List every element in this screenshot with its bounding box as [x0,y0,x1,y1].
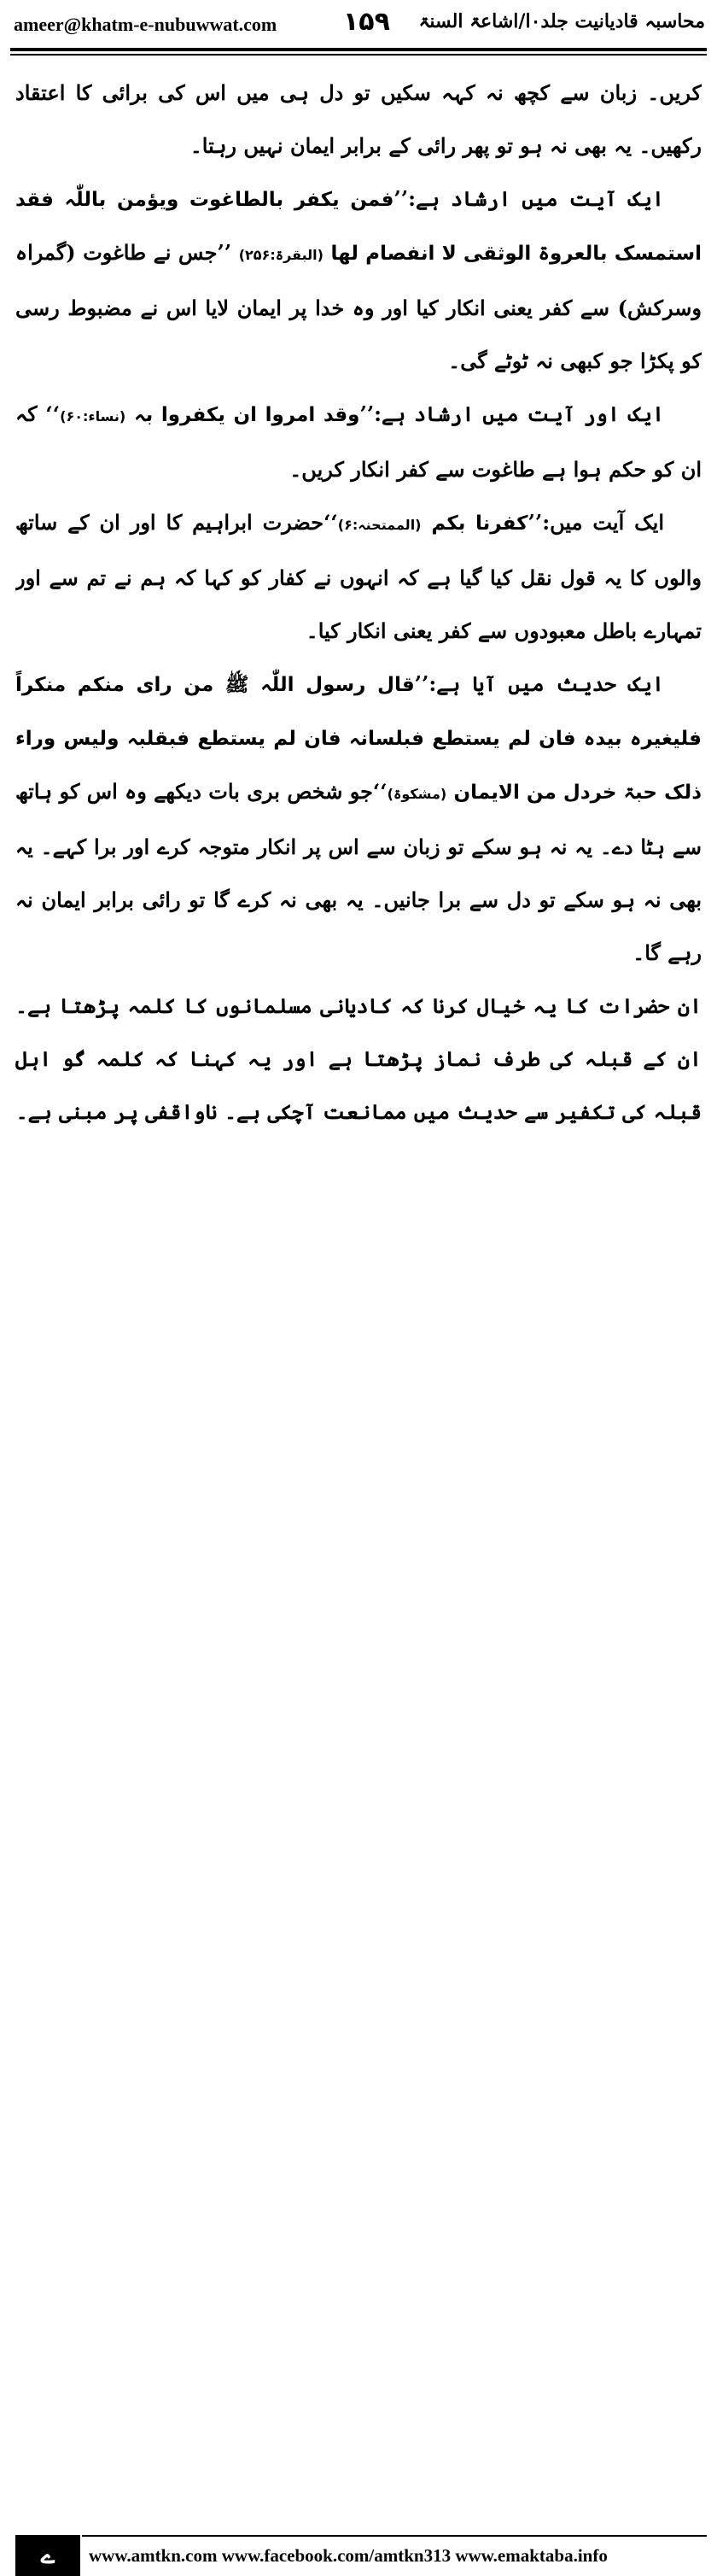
paragraph-2 [15,173,702,388]
p4-reference: (الممتحنہ:۶) [337,517,422,533]
book-title: محاسبہ قادیانیت جلد۰ا/اشاعۃ السنۃ [418,10,705,32]
header-email: ameer@khatm-e-nubuwwat.com [14,14,277,35]
page-number: ۱۵۹ [343,7,390,37]
footer-number-badge: ے [15,2535,80,2576]
p5-reference: (مشکوۃ) [387,786,447,802]
p4-quran-quote: کفرنا بکم [431,512,528,535]
footer-links: www.amtkn.com www.facebook.com/amtkn313 www.emaktaba.info [89,2545,608,2566]
page-body [15,67,702,1244]
p3-reference: (نساء:۶۰) [60,408,126,424]
p4-intro: ایک آیت میں:’’ [528,510,664,535]
p3-intro: ایک اور آیت میں ارشاد ہے:’’ [359,401,665,426]
p3-translation: ‘‘ کہ ان کو حکم ہوا ہے طاغوت سے کفر انکار کریں۔ [15,401,702,482]
paragraph-6: ان حضرات کا یہ خیال کرنا کہ کادیانی مسلمانوں کا کلمہ پڑھتا ہے۔ ان کے قبلہ کی طرف نماز پڑھتا ہے اور یہ کہنا کہ کلمہ گو اہل قبلہ کی تکفیر سے حدیث میں ممانعت آچکی ہے۔ ناواقفی پر مبنی ہے۔ [15,993,702,1124]
p2-intro: ایک آیت میں ارشاد ہے:’’ [393,186,664,211]
p2-reference: (البقرۃ:۲۵۶) [238,247,324,263]
header-rule-thin [10,54,707,56]
p3-quran-quote: وقد امروا ان یکفروا بہ [134,404,360,426]
p2-translation: ’’جس نے طاغوت (گمراہ وسرکش) سے کفر یعنی انکار کیا اور وہ خدا پر ایمان لایا اس نے مضبوط رسی کو پکڑا جو کبھی نہ ٹوٹے گی۔ [15,240,702,373]
paragraph-5 [15,658,702,980]
header-rule-thick [10,48,707,51]
paragraph-1: کریں۔ زبان سے کچھ نہ کہہ سکیں تو دل ہی میں اس کی برائی کا اعتقاد رکھیں۔ یہ بھی نہ ہو تو پھر رائی کے برابر ایمان نہیں رہتا۔ [15,80,702,158]
footer-rule [82,2535,707,2537]
p2-quran-quote: فمن یکفر بالطاغوت ویؤمن باللّٰہ فقد استمسک بالعروۃ الوثقی لا انفصام لھا [15,189,702,265]
p4-translation: ‘‘حضرت ابراہیم کا اور ان کے ساتھ والوں کا یہ قول نقل کیا گیا ہے کہ انہوں نے کفار کو کہا کہ ہم نے تم سے اور تمہارے باطل معبودوں سے کفر یعنی انکار کیا۔ [15,510,702,643]
p5-translation: ‘‘جو شخص بری بات دیکھے وہ اس کو ہاتھ سے ہٹا دے۔ یہ نہ ہو سکے تو زبان سے اس پر انکار متوجہ کرے اور برا کہے۔ یہ بھی نہ ہو سکے تو دل سے برا جانیں۔ یہ بھی نہ کرے گا تو رائی برابر ایمان نہ رہے گا۔ [15,779,702,965]
p5-hadith-quote: قال رسول اللّٰہ ﷺ من رای منکم منکراً فلیغیرہ بیدہ فان لم یستطع فبلسانہ فان لم یستطع فبقلبہ ولیس وراء ذلک حبۃ خردل من الایمان [15,674,702,804]
paragraph-4 [15,496,702,658]
paragraph-3 [15,388,702,496]
page-header [0,0,717,48]
p5-intro: ایک حدیث میں آیا ہے:’’ [414,671,664,696]
page-footer [0,1266,717,2569]
